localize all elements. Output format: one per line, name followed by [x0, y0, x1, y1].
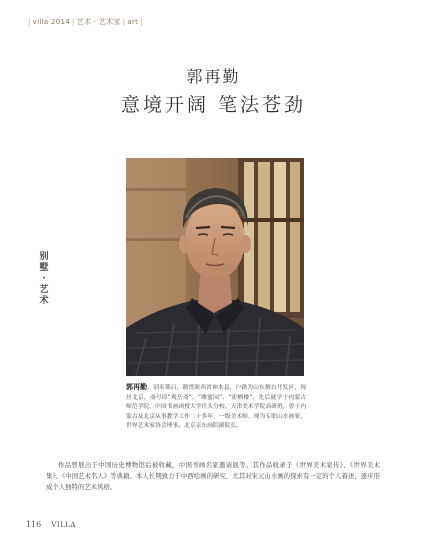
- bio-text: ，别名锁启，籍贯陕西省神木县，户籍为山东烟台开发区，现居北京，斋号印“观岳斋”、“潍蜜园”、“雀栖楼”，先后就学于内蒙古师范学院、中国书画函授大学任头分校、天津美术学院高研班，曾于内蒙古及北京从事教学工作二十多年，一级美术师，现为专职山水画家，世界艺术家协会理事、北京京东画院副院长。: [126, 385, 306, 430]
- page-footer: [26, 520, 76, 529]
- article-title-block: [0, 68, 427, 116]
- side-label-char: 术: [39, 296, 49, 306]
- header-magazine: villa 2014: [32, 18, 70, 26]
- portrait-illustration: [126, 158, 304, 376]
- article-subtitle: 意境开阔 笔法苍劲: [120, 94, 307, 116]
- side-label-char: ·: [42, 274, 46, 284]
- artist-portrait-photo: [126, 158, 304, 376]
- section-header: [26, 17, 145, 27]
- header-section-en: art: [127, 18, 139, 26]
- artist-name-title: 郭再勤: [186, 67, 241, 86]
- header-section: 艺术 · 艺术家: [76, 18, 121, 26]
- side-section-label: [38, 252, 50, 307]
- artist-bio: [126, 383, 306, 432]
- header-divider: |: [71, 18, 75, 26]
- magazine-brand: VILLA: [51, 521, 76, 529]
- header-divider: |: [28, 18, 31, 26]
- page-number: 116: [26, 520, 42, 529]
- side-label-char: 艺: [39, 285, 49, 295]
- bio-artist-name: 郭再勤: [126, 383, 148, 391]
- header-divider: |: [122, 18, 126, 26]
- article-body-paragraph: 作品曾展出于中国历史博物馆后被收藏，中国书画名家邀请展等。其作品收录于《世界美术家传》、《世界美术集》、《中国艺术名人》等典籍。本人长期致力于中西绘画的研究，尤其对宋元山水画的探索有一定的个人着述，逐步形成个人独特的艺术风格。: [46, 461, 380, 491]
- side-label-char: 墅: [39, 263, 49, 273]
- header-divider: |: [140, 18, 143, 26]
- side-label-char: 别: [39, 252, 49, 262]
